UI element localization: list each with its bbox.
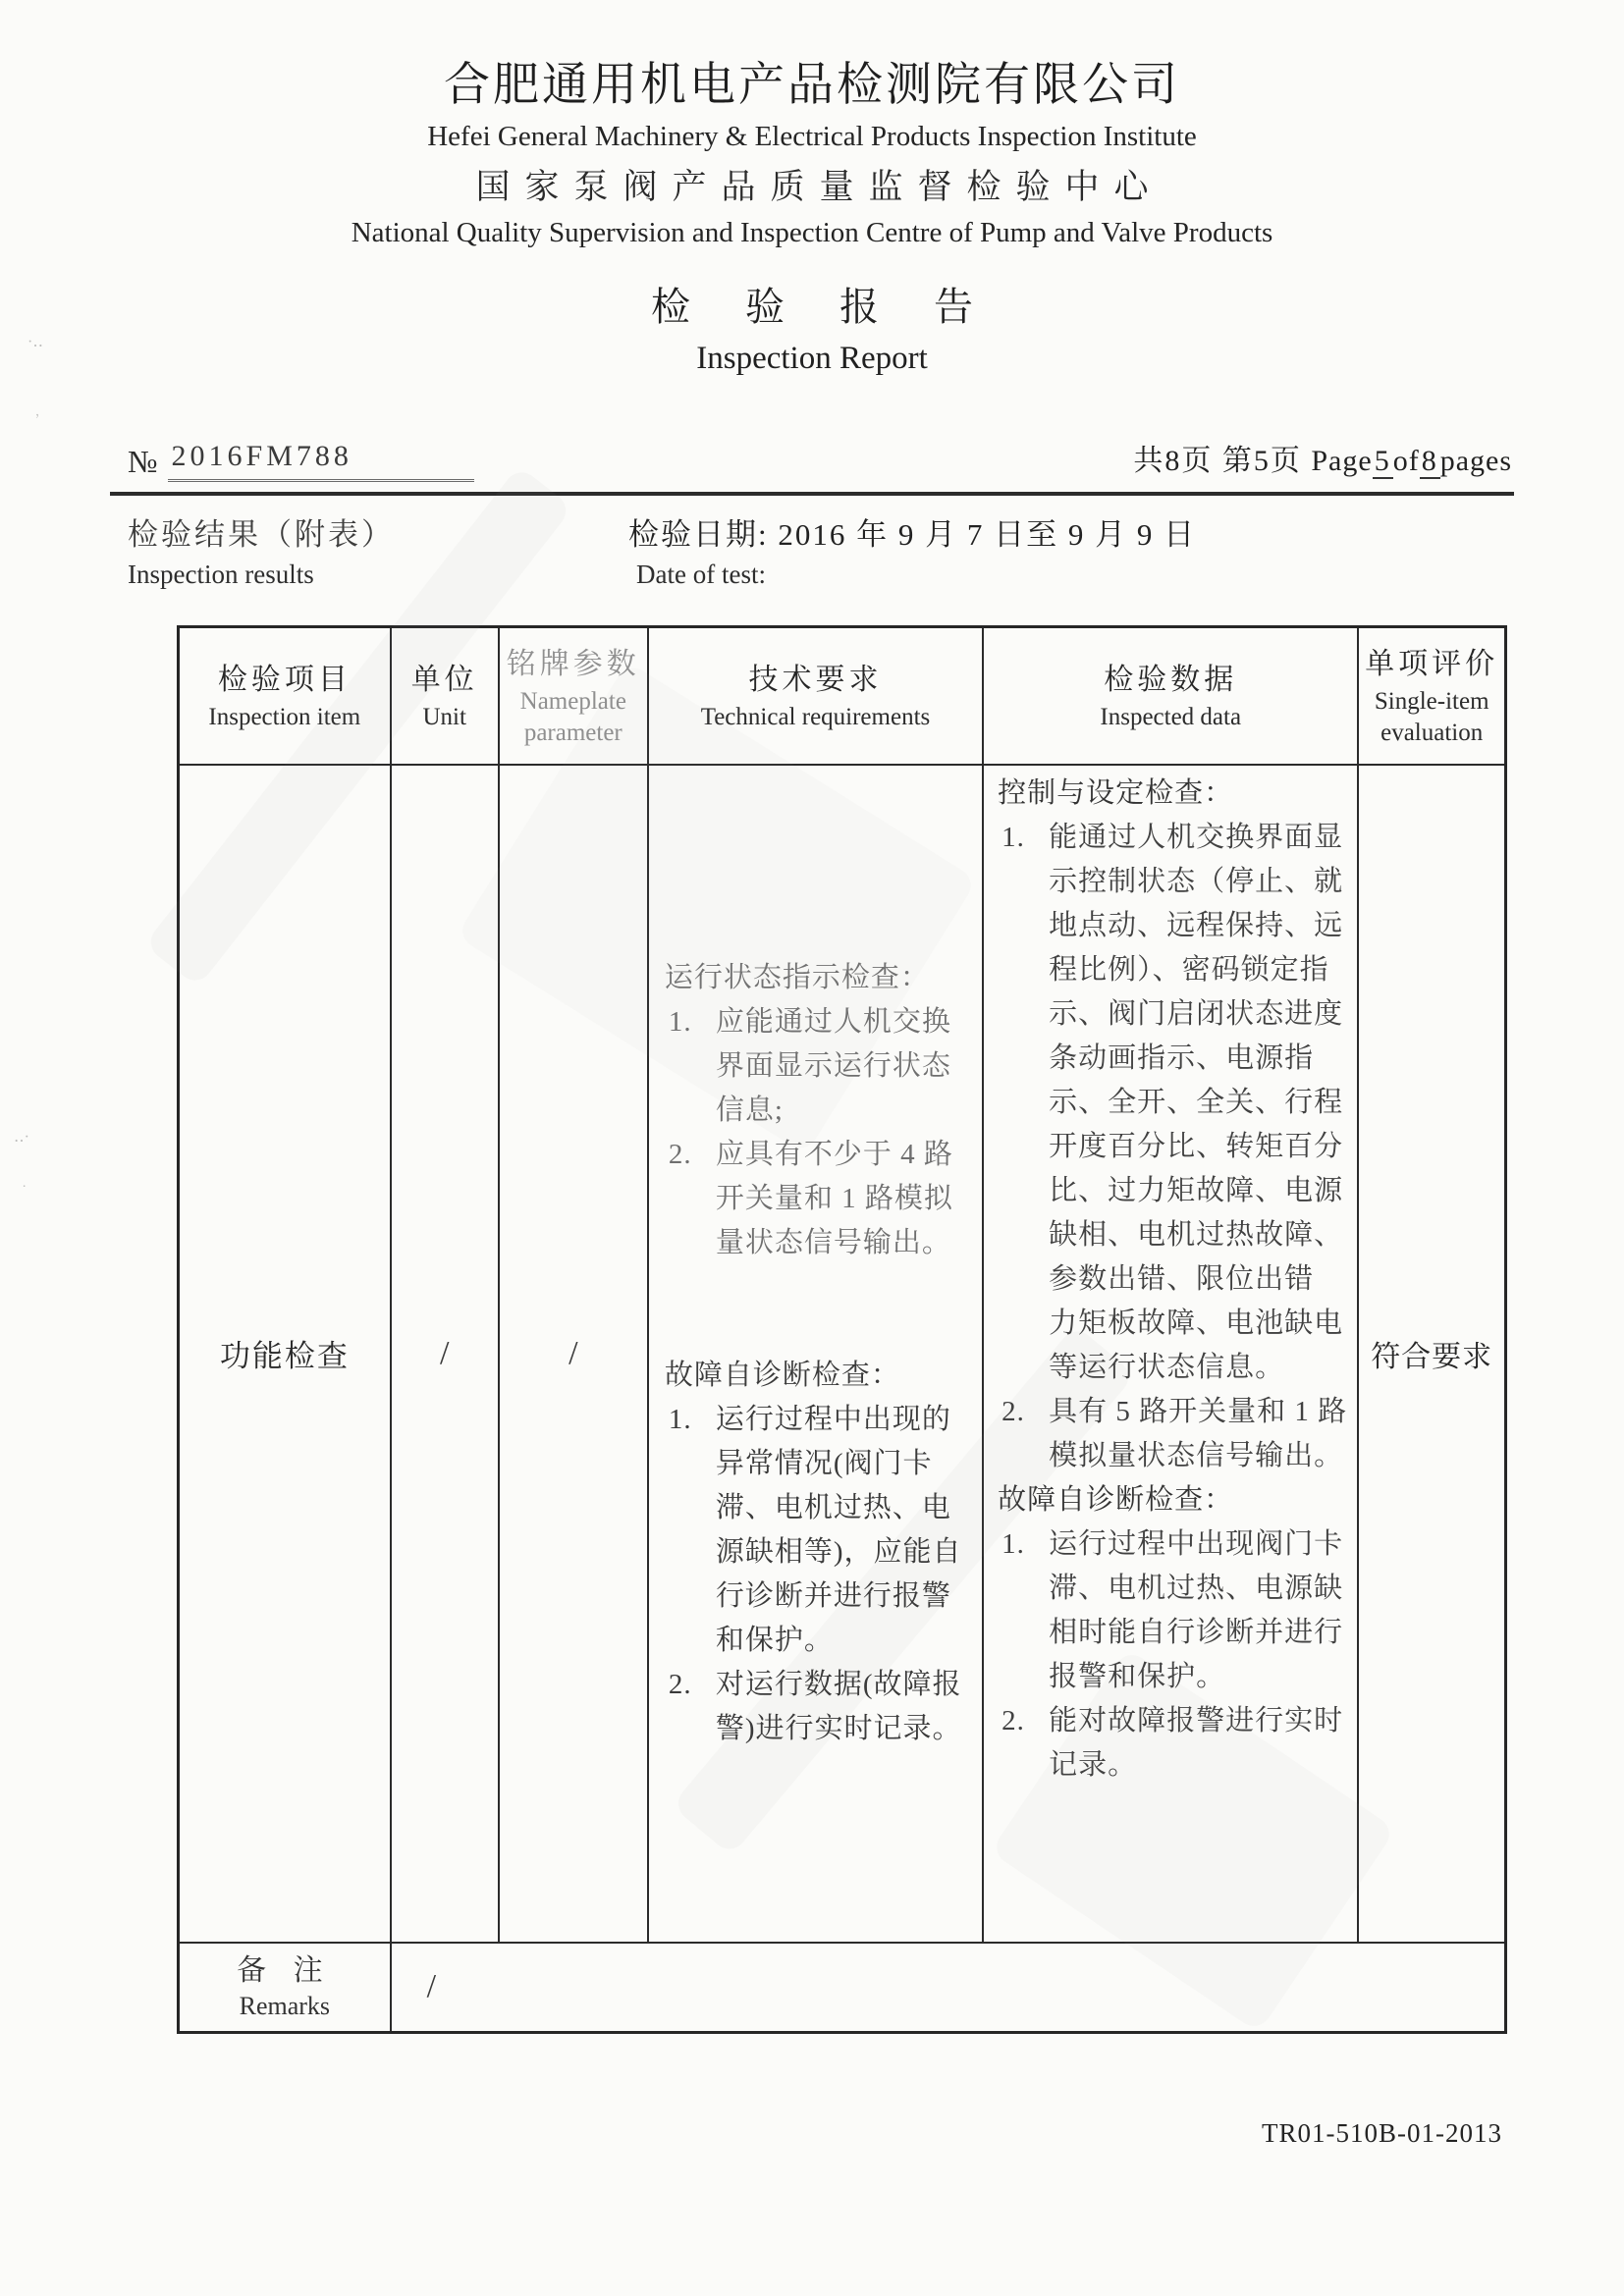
header-cn: 单位 [410, 663, 478, 696]
pages-cn: 共8页 第5页 [1133, 445, 1312, 477]
list-item: 运行过程中出现的异常情况(阀门卡滞、电机过热、电源缺相等)，应能自行诊断并进行报警和保护。 [715, 1403, 962, 1656]
results-label-en: Inspection results [128, 560, 314, 589]
cell-inspected-data [983, 765, 1358, 1943]
document-code: TR01-510B-01-2013 [1262, 2118, 1502, 2148]
inspected-section2-list [998, 1522, 1349, 1788]
center-name-cn: 国家泵阀产品质量监督检验中心 [475, 168, 1164, 206]
header-cn: 检验数据 [1104, 663, 1238, 696]
list-item: 运行过程中出现阀门卡滞、电机过热、电源缺相时能自行诊断并进行报警和保护。 [1049, 1527, 1344, 1692]
scan-speck: ‥· [14, 1129, 29, 1146]
of-word: of [1392, 445, 1420, 477]
remarks-label-cell [179, 1943, 391, 2033]
list-item: 能通过人机交换界面显示控制状态（停止、就地点动、远程保持、远程比例）、密码锁定指示、阀门启闭状态进度条动画指示、电源指示、全开、全关、行程开度百分比、转矩百分比、过力矩故障、电源缺相、电机过热故障、参数出错、限位出错 力矩板故障、电池缺电等运行状态信息。 [1049, 821, 1344, 1383]
center-name-en: National Quality Supervision and Inspection Centre of Pump and Valve Products [351, 217, 1273, 248]
header-cn: 检验项目 [217, 663, 352, 696]
list-item: 能对故障报警进行实时记录。 [1049, 1704, 1344, 1781]
header-cn: 单项评价 [1365, 647, 1499, 680]
col-header-nameplate-parameter [499, 627, 648, 765]
tech-req-section1-title: 运行状态指示检查： [664, 961, 930, 993]
col-header-unit [391, 627, 499, 765]
results-label [128, 513, 395, 592]
scan-speck: ﹐ [29, 402, 46, 419]
header-en: Nameplate parameter [519, 687, 626, 746]
list-item: 应具有不少于 4 路开关量和 1 路模拟量状态信号输出。 [715, 1138, 953, 1258]
inspected-section1-title: 控制与设定检查： [998, 776, 1234, 809]
list-item: 对运行数据(故障报警)进行实时记录。 [715, 1668, 962, 1744]
col-header-single-item-evaluation [1358, 627, 1505, 765]
test-date [628, 513, 1522, 592]
results-and-date-row [0, 513, 1624, 617]
report-title-en: Inspection Report [696, 341, 928, 376]
report-title-cn: 检验报告 [651, 285, 1028, 329]
remarks-label-en: Remarks [239, 1992, 331, 2021]
results-label-cn: 检验结果（附表） [128, 517, 395, 552]
scan-speck: ˙ [22, 1183, 27, 1200]
test-date-line [628, 513, 1522, 557]
remarks-value-cell: / [391, 1943, 1506, 2033]
cell-unit: / [391, 765, 499, 1943]
cell-single-item-evaluation: 符合要求 [1358, 765, 1505, 1943]
cell-technical-requirements [648, 765, 983, 1943]
report-number [128, 436, 474, 482]
header-en: Inspection item [208, 703, 361, 730]
header-cn: 技术要求 [748, 663, 883, 696]
date-label-en: Date of test: [636, 560, 766, 589]
header-en: Single-item evaluation [1374, 687, 1489, 746]
pages-word: pages [1439, 445, 1512, 477]
horizontal-rule [110, 492, 1514, 496]
col-header-technical-requirements [648, 627, 983, 765]
tech-req-section1-list [665, 1000, 972, 1265]
page-current: 5 [1374, 445, 1391, 477]
company-name-en: Hefei General Machinery & Electrical Products Inspection Institute [427, 121, 1197, 152]
list-item: 具有 5 路开关量和 1 路模拟量状态信号输出。 [1049, 1395, 1348, 1471]
header-en: Inspected data [1100, 703, 1242, 730]
no-symbol: № [128, 444, 158, 479]
col-header-inspection-item [179, 627, 391, 765]
list-item: 应能通过人机交换界面显示运行状态信息; [715, 1005, 951, 1126]
tech-req-section2-title: 故障自诊断检查： [664, 1359, 900, 1391]
inspection-results-table [177, 625, 1507, 2034]
inspected-section1-list [998, 816, 1349, 1478]
tech-req-section2-list [665, 1398, 972, 1751]
remarks-row [179, 1943, 1506, 2033]
cell-nameplate-parameter: / [499, 765, 648, 1943]
inspected-section2-title: 故障自诊断检查： [998, 1483, 1234, 1516]
header-en: Unit [422, 703, 466, 730]
document-header [0, 0, 1624, 381]
table-row [179, 765, 1506, 1943]
report-number-value: 2016FM788 [168, 436, 474, 482]
scan-speck: ·‥ [27, 334, 43, 350]
company-name-cn: 合肥通用机电产品检测院有限公司 [444, 60, 1180, 111]
date-label-cn: 检验日期: [628, 517, 769, 552]
table-header-row [179, 627, 1506, 765]
date-value: 2016 年 9 月 7 日至 9 月 9 日 [778, 517, 1197, 552]
header-cn: 铭牌参数 [506, 647, 640, 680]
page-total: 8 [1421, 445, 1438, 477]
remarks-label-cn: 备 注 [237, 1954, 333, 1988]
col-header-inspected-data [983, 627, 1358, 765]
header-en: Technical requirements [700, 703, 931, 730]
meta-row [128, 436, 1512, 482]
page-word: Page [1311, 445, 1373, 477]
cell-inspection-item: 功能检查 [179, 765, 391, 1943]
page-indicator [1133, 441, 1512, 482]
